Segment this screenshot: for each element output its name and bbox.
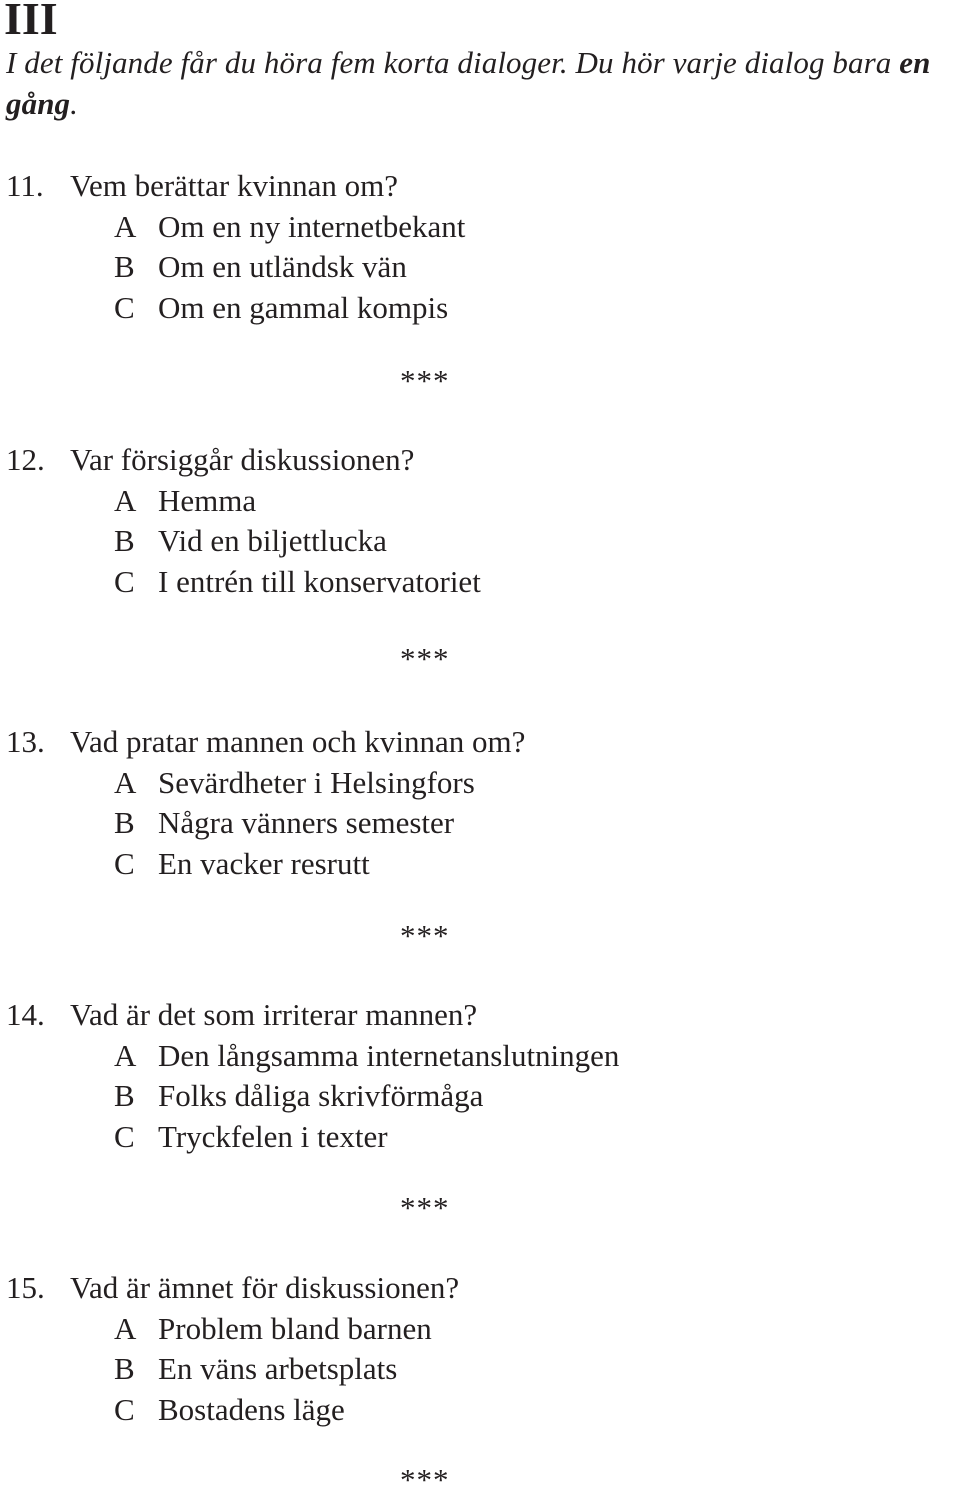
separator: *** bbox=[400, 641, 450, 676]
option-letter: A bbox=[114, 482, 137, 518]
option-c bbox=[0, 1117, 960, 1158]
option-letter: C bbox=[114, 845, 135, 881]
separator: *** bbox=[400, 363, 450, 398]
separator: *** bbox=[400, 1190, 450, 1225]
option-b bbox=[0, 1076, 960, 1117]
option-letter: C bbox=[114, 289, 135, 325]
option-text: Hemma bbox=[158, 482, 257, 518]
option-b bbox=[0, 1349, 960, 1390]
option-text: Om en ny internetbekant bbox=[158, 208, 466, 244]
option-letter: A bbox=[114, 1310, 137, 1346]
option-b bbox=[0, 803, 960, 844]
option-text: En vacker resrutt bbox=[158, 845, 370, 881]
separator: *** bbox=[400, 1462, 450, 1497]
question-text: Vad pratar mannen och kvinnan om? bbox=[70, 724, 526, 759]
option-letter: B bbox=[114, 1351, 135, 1387]
separator: *** bbox=[400, 918, 450, 953]
question-number: 12. bbox=[6, 442, 45, 477]
question-number: 14. bbox=[6, 997, 45, 1032]
section-title: III bbox=[4, 0, 58, 44]
option-a bbox=[0, 763, 960, 804]
option-a bbox=[0, 1309, 960, 1350]
option-letter: C bbox=[114, 1118, 135, 1154]
option-text: Tryckfelen i texter bbox=[158, 1118, 388, 1154]
question-13 bbox=[0, 722, 960, 884]
option-text: Om en gammal kompis bbox=[158, 289, 449, 325]
question-12 bbox=[0, 440, 960, 602]
option-letter: C bbox=[114, 563, 135, 599]
option-letter: B bbox=[114, 1078, 135, 1114]
question-text: Vad är det som irriterar mannen? bbox=[70, 997, 478, 1032]
option-c bbox=[0, 844, 960, 885]
option-text: I entrén till konservatoriet bbox=[158, 563, 481, 599]
option-text: Om en utländsk vän bbox=[158, 249, 407, 285]
question-text: Var försiggår diskussionen? bbox=[70, 442, 415, 477]
option-text: Problem bland barnen bbox=[158, 1310, 432, 1346]
option-c bbox=[0, 288, 960, 329]
instruction-lead: I det följande får du höra fem korta dialoger. Du hör varje dialog bara bbox=[6, 45, 900, 80]
option-letter: A bbox=[114, 1037, 137, 1073]
option-text: Bostadens läge bbox=[158, 1391, 345, 1427]
option-a bbox=[0, 481, 960, 522]
question-text: Vem berättar kvinnan om? bbox=[70, 168, 398, 203]
option-letter: B bbox=[114, 523, 135, 559]
option-c bbox=[0, 1390, 960, 1431]
option-letter: C bbox=[114, 1391, 135, 1427]
instruction-emphasis: en gång bbox=[6, 45, 931, 121]
option-letter: B bbox=[114, 249, 135, 285]
question-line bbox=[0, 1268, 960, 1309]
section-instruction bbox=[6, 42, 958, 124]
instruction-tail: . bbox=[70, 86, 79, 121]
question-text: Vad är ämnet för diskussionen? bbox=[70, 1270, 460, 1305]
option-text: Sevärdheter i Helsingfors bbox=[158, 764, 475, 800]
option-c bbox=[0, 562, 960, 603]
question-number: 15. bbox=[6, 1270, 45, 1305]
option-text: En väns arbetsplats bbox=[158, 1351, 398, 1387]
option-a bbox=[0, 207, 960, 248]
option-b bbox=[0, 521, 960, 562]
option-letter: A bbox=[114, 764, 137, 800]
option-text: Vid en biljettlucka bbox=[158, 523, 387, 559]
option-a bbox=[0, 1036, 960, 1077]
option-b bbox=[0, 247, 960, 288]
question-line bbox=[0, 722, 960, 763]
option-text: Folks dåliga skrivförmåga bbox=[158, 1078, 484, 1114]
question-line bbox=[0, 995, 960, 1036]
question-11 bbox=[0, 166, 960, 328]
question-number: 13. bbox=[6, 724, 45, 759]
option-letter: B bbox=[114, 805, 135, 841]
question-line bbox=[0, 440, 960, 481]
question-line bbox=[0, 166, 960, 207]
question-number: 11. bbox=[6, 168, 44, 203]
option-text: Några vänners semester bbox=[158, 805, 455, 841]
question-15 bbox=[0, 1268, 960, 1430]
option-text: Den långsamma internetanslutningen bbox=[158, 1037, 620, 1073]
question-14 bbox=[0, 995, 960, 1157]
option-letter: A bbox=[114, 208, 137, 244]
